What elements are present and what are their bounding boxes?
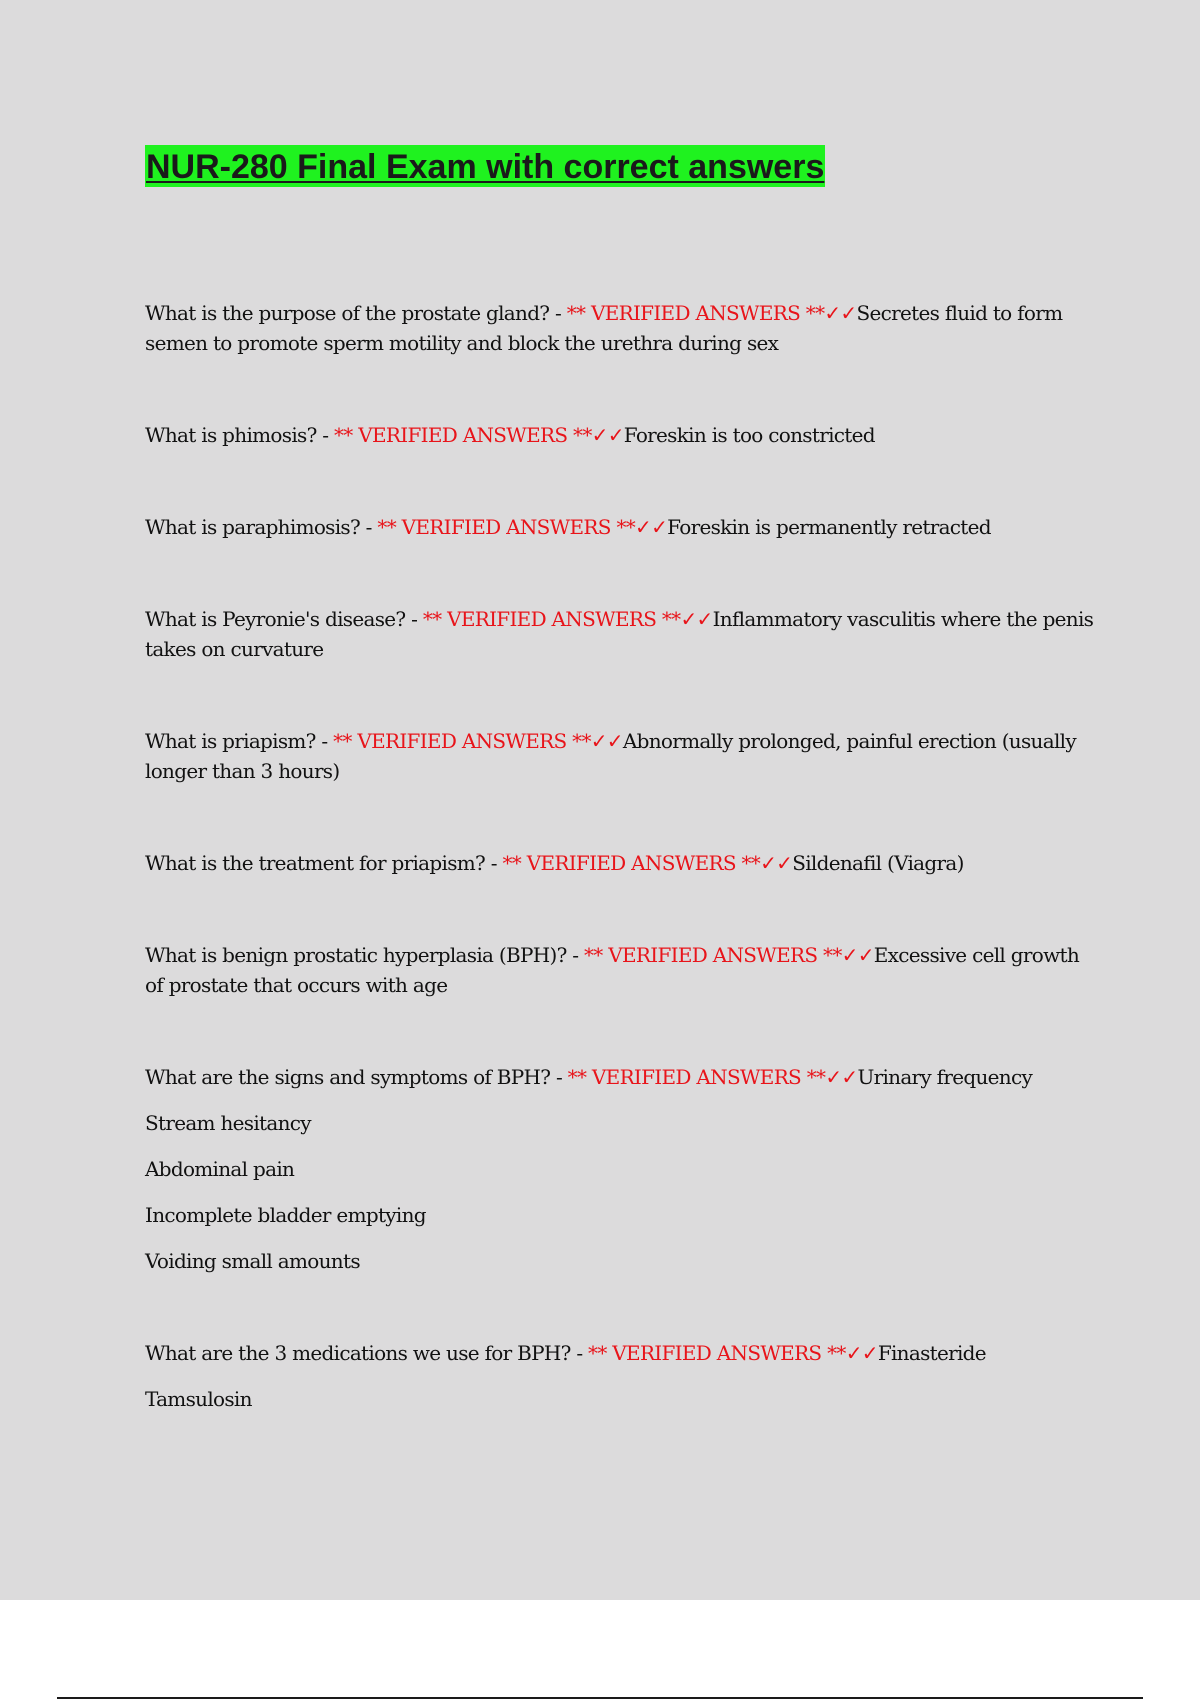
verified-tag: ** VERIFIED ANSWERS **✓✓ [588, 1341, 878, 1365]
question-text: What is Peyronie's disease? - [145, 607, 423, 631]
answer-line: Tamsulosin [145, 1387, 252, 1411]
qa-list [145, 298, 1095, 1476]
verified-tag: ** VERIFIED ANSWERS **✓✓ [333, 729, 623, 753]
verified-tag: ** VERIFIED ANSWERS **✓✓ [567, 1065, 858, 1089]
verified-tag: ** VERIFIED ANSWERS **✓✓ [422, 607, 713, 631]
question-text: What is the treatment for priapism? - [145, 851, 503, 875]
answer-line: Stream hesitancy [145, 1111, 311, 1135]
answer-line: Abdominal pain [145, 1157, 295, 1181]
question-text: What are the 3 medications we use for BPH? - [145, 1341, 589, 1365]
answer-text: Foreskin is too constricted [623, 423, 875, 447]
answer-text: Sildenafil (Viagra) [792, 851, 964, 875]
answer-text: Urinary frequency [857, 1065, 1033, 1089]
verified-tag: ** VERIFIED ANSWERS **✓✓ [333, 423, 624, 447]
answer-text: Excessive cell growth of prostate that occurs with age [145, 943, 1080, 997]
qa-item [145, 1338, 1095, 1414]
answer-text: Abnormally prolonged, painful erection (usually longer than 3 hours) [145, 729, 1076, 783]
question-text: What are the signs and symptoms of BPH? - [145, 1065, 568, 1089]
verified-tag: ** VERIFIED ANSWERS **✓✓ [566, 301, 857, 325]
question-text: What is benign prostatic hyperplasia (BPH)? - [145, 943, 584, 967]
qa-item [145, 726, 1095, 786]
bottom-divider [57, 1697, 1143, 1699]
document-title: NUR-280 Final Exam with correct answers [145, 145, 825, 187]
answer-text: Secretes fluid to form semen to promote sperm motility and block the urethra during sex [145, 301, 1063, 355]
verified-tag: ** VERIFIED ANSWERS **✓✓ [584, 943, 874, 967]
question-text: What is paraphimosis? - [145, 515, 378, 539]
verified-tag: ** VERIFIED ANSWERS **✓✓ [502, 851, 793, 875]
qa-item [145, 848, 1095, 878]
qa-item [145, 420, 1095, 450]
qa-item [145, 298, 1095, 358]
answer-text: Foreskin is permanently retracted [667, 515, 991, 539]
qa-item [145, 1062, 1095, 1276]
answer-text: Inflammatory vasculitis where the penis takes on curvature [145, 607, 1094, 661]
answer-line: Voiding small amounts [145, 1249, 360, 1273]
question-text: What is phimosis? - [145, 423, 334, 447]
answer-text: Finasteride [877, 1341, 986, 1365]
answer-line: Incomplete bladder emptying [145, 1203, 426, 1227]
qa-item [145, 512, 1095, 542]
qa-item [145, 940, 1095, 1000]
question-text: What is priapism? - [145, 729, 334, 753]
verified-tag: ** VERIFIED ANSWERS **✓✓ [377, 515, 668, 539]
question-text: What is the purpose of the prostate gland? - [145, 301, 567, 325]
qa-item [145, 604, 1095, 664]
